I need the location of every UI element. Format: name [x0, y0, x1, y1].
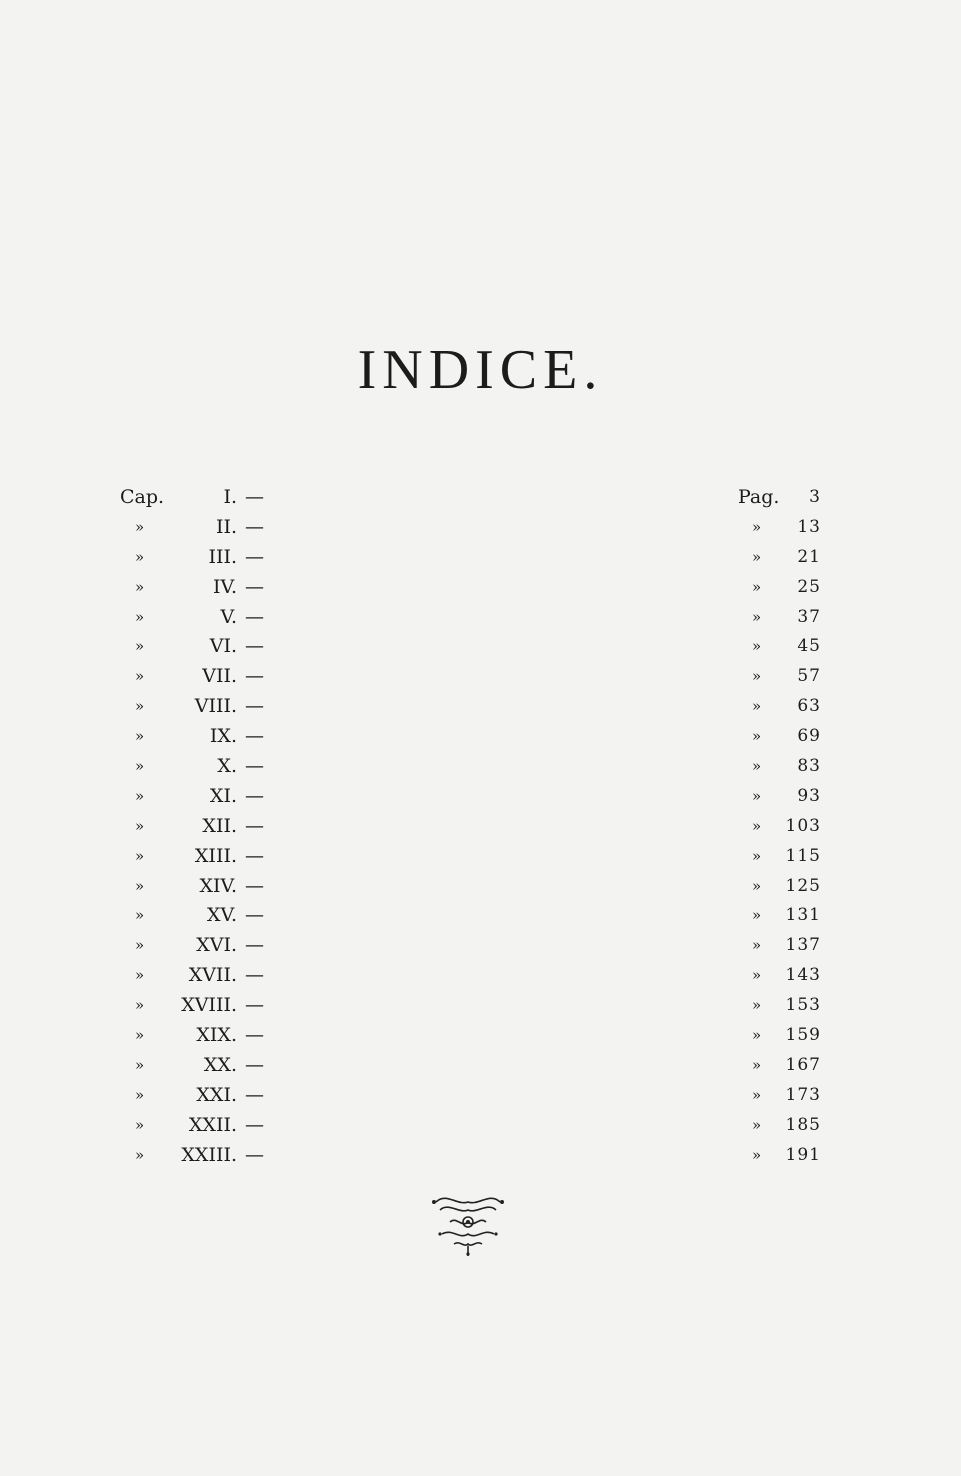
toc-entry	[0, 1020, 961, 1050]
dash-separator: —	[245, 1083, 264, 1106]
dash-separator: —	[245, 515, 264, 538]
chapter-number: VIII.	[194, 695, 237, 718]
chapter-number: IX.	[209, 725, 237, 748]
toc-entry	[0, 930, 961, 960]
page-label: »	[752, 996, 762, 1015]
chapter-label: »	[135, 786, 145, 805]
chapter-number: XII.	[202, 814, 237, 837]
chapter-label: »	[135, 966, 145, 985]
toc-entry	[0, 781, 961, 811]
dash-separator: —	[245, 784, 264, 807]
toc-entry	[0, 572, 961, 602]
page-label: »	[752, 1145, 762, 1164]
page-number: 21	[797, 546, 821, 567]
page-title: INDICE.	[357, 339, 604, 401]
chapter-number: XVI.	[196, 934, 237, 957]
chapter-label: »	[135, 1085, 145, 1104]
page-number: 153	[785, 995, 821, 1016]
page-number: 131	[785, 905, 821, 926]
dash-separator: —	[245, 665, 264, 688]
page-number: 3	[809, 487, 821, 507]
page-number: 185	[785, 1114, 821, 1135]
ornament-icon	[428, 1188, 508, 1258]
page-label: »	[752, 697, 762, 716]
chapter-number: IV.	[213, 575, 237, 598]
page-label: »	[752, 1085, 762, 1104]
chapter-label: »	[135, 1026, 145, 1045]
page-label: »	[752, 727, 762, 746]
chapter-label: »	[135, 996, 145, 1015]
dash-separator: —	[245, 695, 264, 718]
chapter-number: XXIII.	[181, 1143, 237, 1166]
toc-entry	[0, 482, 961, 512]
page-number: 93	[797, 785, 821, 806]
dash-separator: —	[245, 934, 264, 957]
chapter-number: VI.	[209, 635, 237, 658]
page-label: »	[752, 577, 762, 596]
page-number: 13	[797, 516, 821, 537]
page-number: 191	[785, 1144, 821, 1165]
page-label: »	[752, 816, 762, 835]
chapter-label: »	[135, 577, 145, 596]
page-number: 25	[797, 576, 821, 597]
dash-separator: —	[245, 904, 264, 927]
page-label: »	[752, 1026, 762, 1045]
dash-separator: —	[245, 844, 264, 867]
toc-entry	[0, 960, 961, 990]
page-label: »	[752, 547, 762, 566]
chapter-label: »	[135, 846, 145, 865]
page-label: »	[752, 1115, 762, 1134]
page-number: 57	[797, 666, 821, 687]
page-number: 137	[785, 935, 821, 956]
page-label: »	[752, 667, 762, 686]
page-label: »	[752, 757, 762, 776]
chapter-label: »	[135, 727, 145, 746]
dash-separator: —	[245, 605, 264, 628]
page-number: 69	[797, 726, 821, 747]
chapter-label: »	[135, 547, 145, 566]
page-label: »	[752, 936, 762, 955]
toc-entry	[0, 900, 961, 930]
page-number: 103	[785, 815, 821, 836]
chapter-label: »	[135, 936, 145, 955]
chapter-label: »	[135, 697, 145, 716]
toc-entry	[0, 751, 961, 781]
page-label: »	[752, 846, 762, 865]
chapter-number: XV.	[207, 904, 237, 927]
chapter-label: »	[135, 906, 145, 925]
page-label: »	[752, 637, 762, 656]
toc-entry	[0, 1140, 961, 1170]
chapter-label: »	[135, 1115, 145, 1134]
chapter-label: »	[135, 816, 145, 835]
toc-entry	[0, 990, 961, 1020]
dash-separator: —	[245, 994, 264, 1017]
chapter-number: I.	[223, 486, 237, 508]
toc-entry	[0, 1050, 961, 1080]
chapter-number: V.	[220, 605, 237, 628]
page-label: »	[752, 786, 762, 805]
page-number: 159	[785, 1025, 821, 1046]
chapter-number: XIV.	[199, 874, 237, 897]
chapter-number: VII.	[202, 665, 237, 688]
dash-separator: —	[245, 545, 264, 568]
page-number: 115	[785, 845, 821, 866]
dash-separator: —	[245, 874, 264, 897]
page-label: »	[752, 1055, 762, 1074]
dash-separator: —	[245, 1113, 264, 1136]
page-label: »	[752, 876, 762, 895]
chapter-number: II.	[215, 515, 237, 538]
chapter-number: XI.	[209, 784, 237, 807]
dash-separator: —	[245, 755, 264, 778]
page-label: »	[752, 906, 762, 925]
dash-separator: —	[245, 575, 264, 598]
toc-entry	[0, 542, 961, 572]
chapter-number: XIX.	[196, 1024, 237, 1047]
page-number: 45	[797, 636, 821, 657]
page-number: 173	[785, 1084, 821, 1105]
toc-entry	[0, 811, 961, 841]
dash-separator: —	[245, 1024, 264, 1047]
chapter-number: XXI.	[196, 1083, 237, 1106]
page-label: »	[752, 517, 762, 536]
dash-separator: —	[245, 1053, 264, 1076]
toc-entry	[0, 721, 961, 751]
page-label: »	[752, 966, 762, 985]
dash-separator: —	[245, 635, 264, 658]
dash-separator: —	[245, 964, 264, 987]
toc-entry	[0, 1080, 961, 1110]
chapter-number: XXII.	[188, 1113, 237, 1136]
toc-entry	[0, 691, 961, 721]
chapter-number: III.	[208, 545, 237, 568]
table-of-contents	[0, 482, 961, 1169]
page-number: 63	[797, 696, 821, 717]
chapter-label: »	[135, 757, 145, 776]
dash-separator: —	[245, 725, 264, 748]
page-number: 37	[797, 606, 821, 627]
toc-entry	[0, 631, 961, 661]
chapter-number: XX.	[203, 1053, 237, 1076]
dash-separator: —	[245, 486, 264, 508]
chapter-number: X.	[217, 755, 237, 778]
toc-entry	[0, 512, 961, 542]
chapter-number: XVIII.	[181, 994, 237, 1017]
page-number: 167	[785, 1054, 821, 1075]
page-label: »	[752, 607, 762, 626]
dash-separator: —	[245, 814, 264, 837]
chapter-label: »	[135, 667, 145, 686]
chapter-number: XVII.	[188, 964, 237, 987]
chapter-label: »	[135, 1055, 145, 1074]
chapter-number: XIII.	[194, 844, 237, 867]
page-number: 125	[785, 875, 821, 896]
toc-entry	[0, 871, 961, 901]
page-number: 83	[797, 756, 821, 777]
chapter-label: »	[135, 876, 145, 895]
toc-entry	[0, 1110, 961, 1140]
toc-entry	[0, 661, 961, 691]
page-label: Pag.	[738, 486, 780, 508]
chapter-label: Cap.	[120, 486, 165, 508]
page-number: 143	[785, 965, 821, 986]
chapter-label: »	[135, 517, 145, 536]
toc-entry	[0, 841, 961, 871]
dash-separator: —	[245, 1143, 264, 1166]
chapter-label: »	[135, 607, 145, 626]
chapter-label: »	[135, 1145, 145, 1164]
toc-entry	[0, 602, 961, 632]
chapter-label: »	[135, 637, 145, 656]
